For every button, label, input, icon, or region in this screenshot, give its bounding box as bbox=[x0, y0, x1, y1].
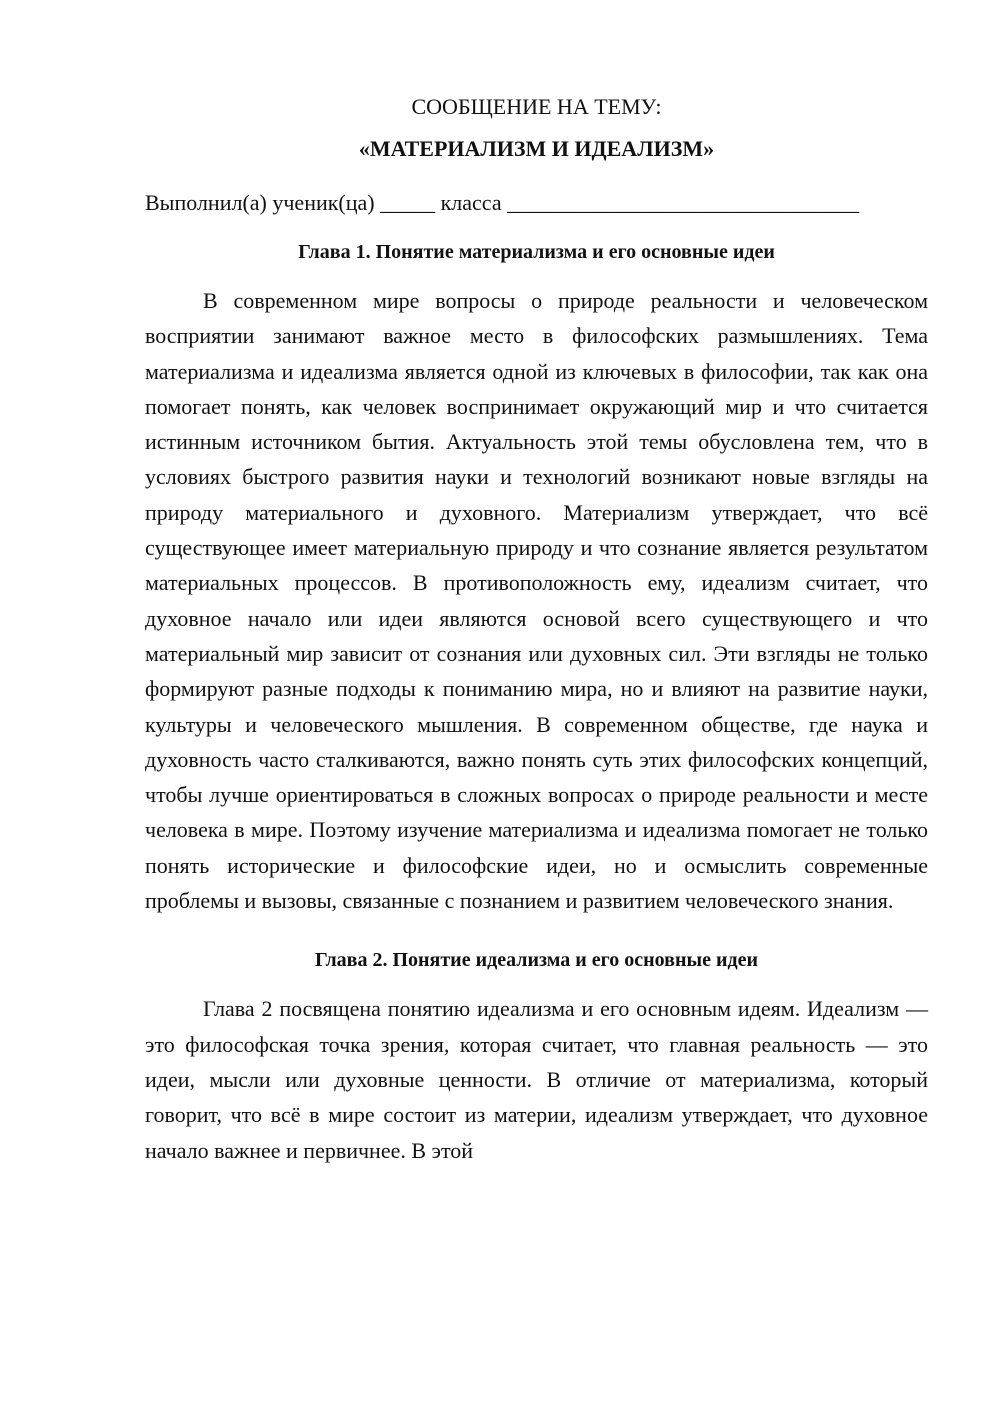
chapter-2-paragraph: Глава 2 посвящена понятию идеализма и его основным идеям. Идеализм — это философская точка зрения, которая считает, что главная реальность — это идеи, мысли или духовные ценности. В отличие от материализма, который говорит, что всё в мире состоит из материи, идеализм утверждает, что духовное начало важнее и первичнее. В этой bbox=[145, 996, 928, 1163]
document-title: «МАТЕРИАЛИЗМ И ИДЕАЛИЗМ» bbox=[358, 136, 715, 161]
document-title-topic-label: СООБЩЕНИЕ НА ТЕМУ: bbox=[411, 94, 662, 119]
chapter-2-heading: Глава 2. Понятие идеализма и его основные идеи bbox=[314, 949, 759, 972]
chapter-1-paragraph: В современном мире вопросы о природе реальности и человеческом восприятии занимают важное место в философских размышлениях. Тема материализма и идеализма является одной из ключевых в философии, так как она помогает понять, как человек воспринимает окружающий мир и что считается истинным источником бытия. Актуальность этой темы обусловлена тем, что в условиях быстрого развития науки и технологий возникают новые взгляды на природу материального и духовного. Материализм утверждает, что всё существующее имеет материальную природу и что сознание является результатом материальных процессов. В противоположность ему, идеализм считает, что духовное начало или идеи являются основой всего существующего и что материальный мир зависит от сознания или духовных сил. Эти взгляды не только формируют разные подходы к пониманию мира, но и влияют на развитие науки, культуры и человеческого мышления. В современном обществе, где наука и духовность часто сталкиваются, важно понять суть этих философских концепций, чтобы лучше ориентироваться в сложных вопросах о природе реальности и месте человека в мире. Поэтому изучение материализма и идеализма помогает не только понять исторические и философские идеи, но и осмыслить современные проблемы и вызовы, связанные с познанием и развитием человеческого знания. bbox=[145, 288, 928, 914]
chapter-1-heading: Глава 1. Понятие материализма и его основные идеи bbox=[298, 241, 775, 263]
document-page bbox=[145, 92, 928, 1168]
author-line: Выполнил(а) ученик(ца) _____ класса ________________________________ bbox=[145, 190, 860, 215]
